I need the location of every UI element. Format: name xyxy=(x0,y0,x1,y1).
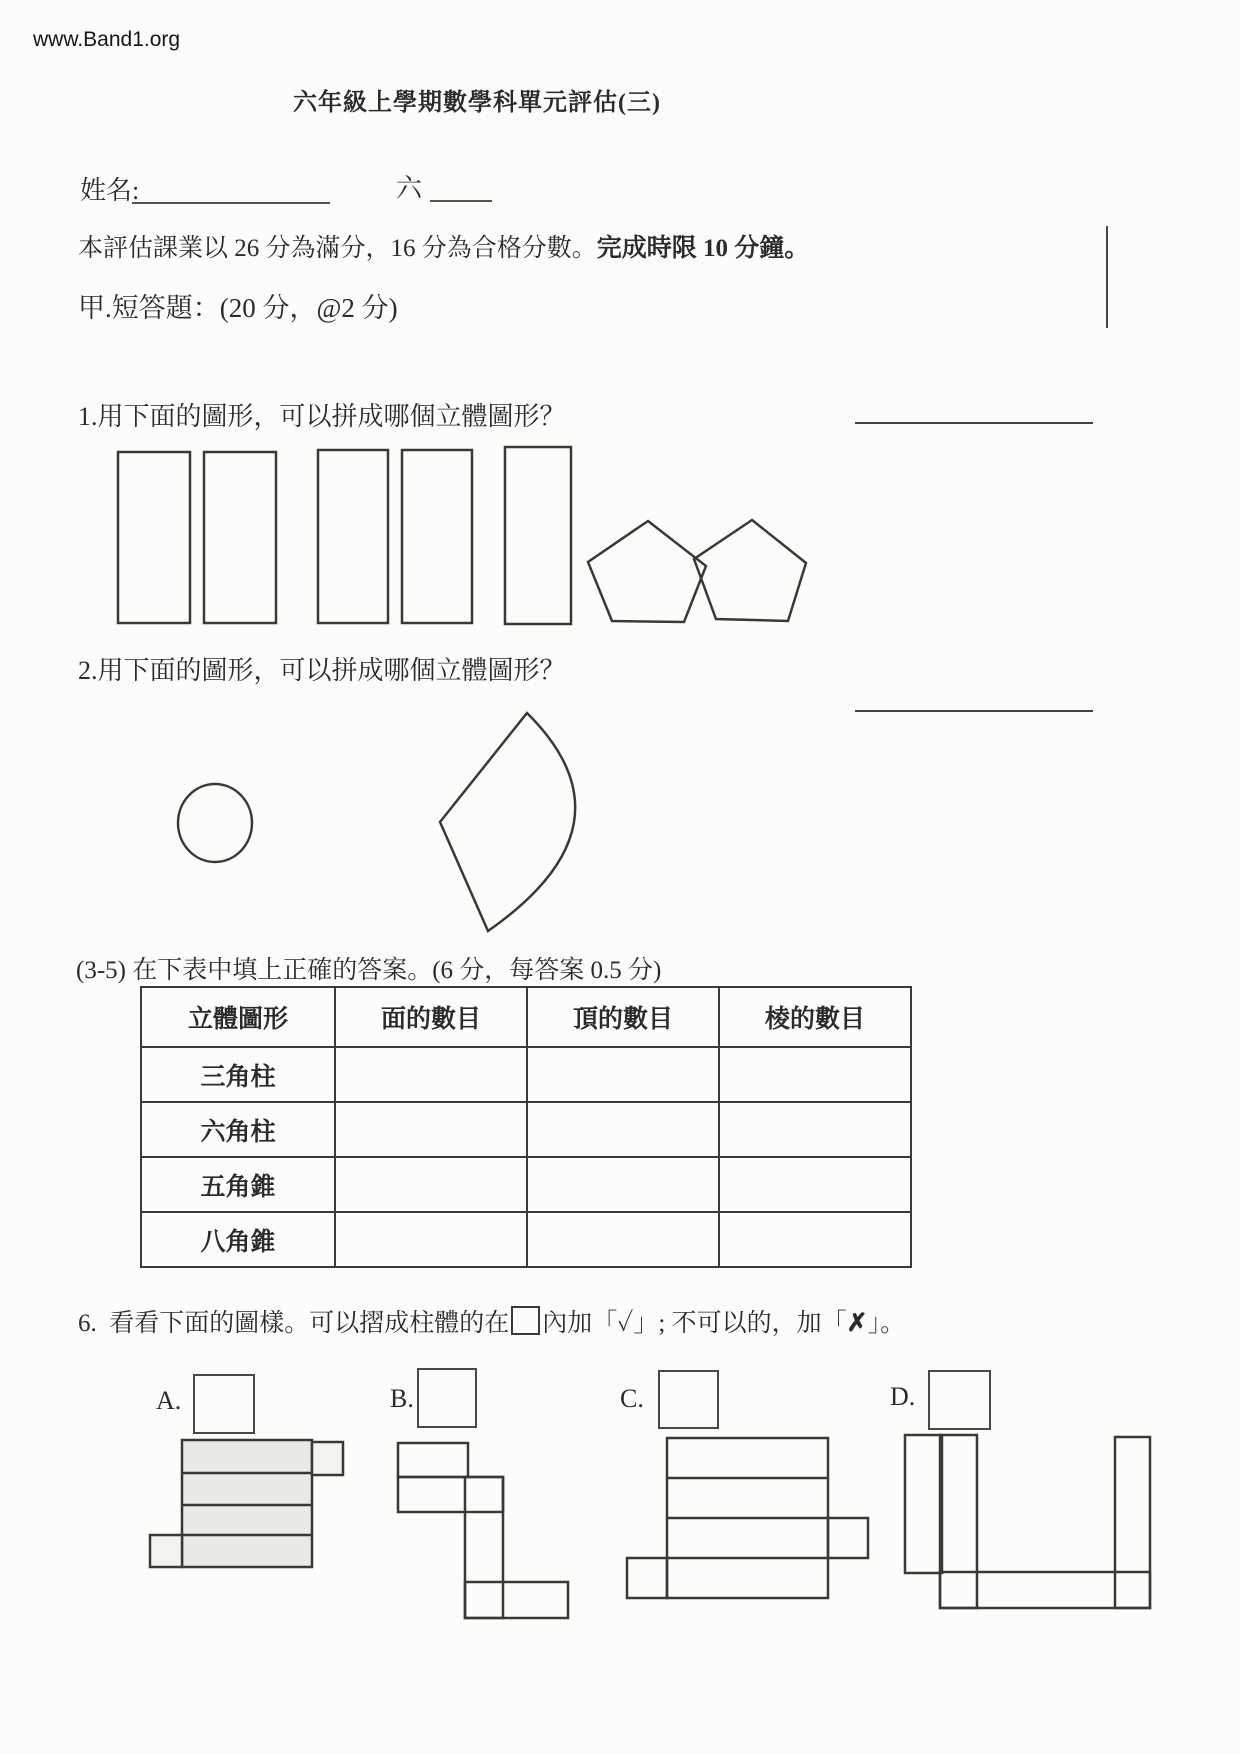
net-d-strip-right xyxy=(1115,1437,1150,1608)
page-title: 六年級上學期數學科單元評估(三) xyxy=(293,90,661,116)
pentagon-shape xyxy=(588,521,706,622)
rectangle-shape xyxy=(402,450,472,623)
answer-cell[interactable] xyxy=(335,1102,527,1157)
question-1-answer-line[interactable] xyxy=(855,392,1093,424)
sector-shape xyxy=(440,713,575,931)
net-c-figure xyxy=(620,1436,875,1602)
net-a-flap-bottom-left xyxy=(150,1535,182,1567)
net-b-rect xyxy=(465,1582,568,1618)
net-d-strip-left-2 xyxy=(940,1435,977,1608)
q6-part2: 內加「 xyxy=(542,1310,618,1337)
net-c-flap-left xyxy=(627,1558,667,1598)
net-d-strip-left-1 xyxy=(905,1435,942,1573)
answer-cell[interactable] xyxy=(527,1212,719,1267)
q6-part1: 看看下面的圖樣。可以摺成柱體的在 xyxy=(109,1310,510,1337)
option-b-answer-box[interactable] xyxy=(417,1368,477,1428)
intro-text xyxy=(78,228,809,264)
table-row xyxy=(141,1102,911,1157)
circle-shape xyxy=(178,784,252,862)
answer-cell[interactable] xyxy=(527,1047,719,1102)
column-header: 棱的數目 xyxy=(719,987,911,1047)
site-url: www.Band1.org xyxy=(33,28,181,51)
answer-cell[interactable] xyxy=(719,1102,911,1157)
table-header-row xyxy=(141,987,911,1047)
answer-cell[interactable] xyxy=(335,1157,527,1212)
table-row xyxy=(141,1212,911,1267)
row-label: 六角柱 xyxy=(141,1102,335,1157)
option-b-label: B. xyxy=(390,1384,414,1413)
q6-part3: 」; 不可以的，加「 xyxy=(633,1310,847,1337)
table-row xyxy=(141,1047,911,1102)
rectangle-shape xyxy=(118,452,190,623)
net-b-rect xyxy=(398,1477,503,1512)
answer-cell[interactable] xyxy=(719,1047,911,1102)
net-b-rect xyxy=(465,1477,503,1618)
option-a-label: A. xyxy=(156,1386,182,1415)
intro-bold: 完成時限 10 分鐘。 xyxy=(596,235,810,262)
column-header: 立體圖形 xyxy=(141,987,335,1047)
question-2-answer-line[interactable] xyxy=(855,680,1093,712)
question-1-text: 1.用下面的圖形，可以拼成哪個立體圖形？ xyxy=(78,402,566,431)
row-label: 八角錐 xyxy=(141,1212,335,1267)
column-header: 頂的數目 xyxy=(527,987,719,1047)
row-label: 三角柱 xyxy=(141,1047,335,1102)
net-d-strip-bottom xyxy=(940,1572,1150,1608)
rectangle-shape xyxy=(505,447,571,624)
solids-table xyxy=(140,986,912,1268)
table-row xyxy=(141,1157,911,1212)
question-1-figure xyxy=(95,438,825,633)
answer-cell[interactable] xyxy=(335,1047,527,1102)
net-a-figure xyxy=(145,1436,350,1572)
cross-mark: ✗ xyxy=(846,1310,868,1337)
inline-square-symbol xyxy=(511,1306,540,1335)
option-d-label: D. xyxy=(890,1382,916,1411)
intro-normal: 本評估課業以 26 分為滿分，16 分為合格分數。 xyxy=(78,235,597,262)
option-a-answer-box[interactable] xyxy=(193,1374,255,1434)
answer-cell[interactable] xyxy=(527,1102,719,1157)
pentagon-shape xyxy=(694,520,806,621)
scan-artifact-line xyxy=(1106,226,1108,328)
section-a-heading: 甲.短答題：(20 分，@2 分) xyxy=(78,293,398,323)
option-d-answer-box[interactable] xyxy=(928,1370,991,1430)
q6-number: 6. xyxy=(78,1310,97,1337)
question-2-text: 2.用下面的圖形，可以拼成哪個立體圖形？ xyxy=(78,656,566,685)
option-c-label: C. xyxy=(620,1384,644,1413)
row-label: 五角錐 xyxy=(141,1157,335,1212)
answer-cell[interactable] xyxy=(335,1212,527,1267)
answer-cell[interactable] xyxy=(719,1212,911,1267)
net-d-figure xyxy=(898,1430,1158,1612)
option-c-answer-box[interactable] xyxy=(658,1370,719,1429)
rectangle-shape xyxy=(318,450,388,623)
net-b-rect xyxy=(398,1443,468,1477)
q6-part4: 」。 xyxy=(867,1310,906,1337)
class-blank-line[interactable] xyxy=(430,170,492,202)
net-b-figure xyxy=(395,1440,575,1622)
check-mark: ✓ xyxy=(617,1310,634,1337)
question-3-5-text: (3-5) 在下表中填上正確的答案。(6 分，每答案 0.5 分) xyxy=(76,957,662,984)
net-c-flap-right xyxy=(828,1518,868,1558)
column-header: 面的數目 xyxy=(335,987,527,1047)
net-a-flap-top-right xyxy=(312,1442,343,1475)
answer-cell[interactable] xyxy=(527,1157,719,1212)
class-label: 六 xyxy=(396,174,423,203)
name-blank-line[interactable] xyxy=(132,172,330,204)
net-a-body xyxy=(182,1440,312,1567)
answer-cell[interactable] xyxy=(719,1157,911,1212)
question-2-figure xyxy=(140,680,640,950)
question-6-text xyxy=(78,1303,905,1339)
name-label: 姓名: xyxy=(80,176,140,205)
rectangle-shape xyxy=(204,452,276,623)
